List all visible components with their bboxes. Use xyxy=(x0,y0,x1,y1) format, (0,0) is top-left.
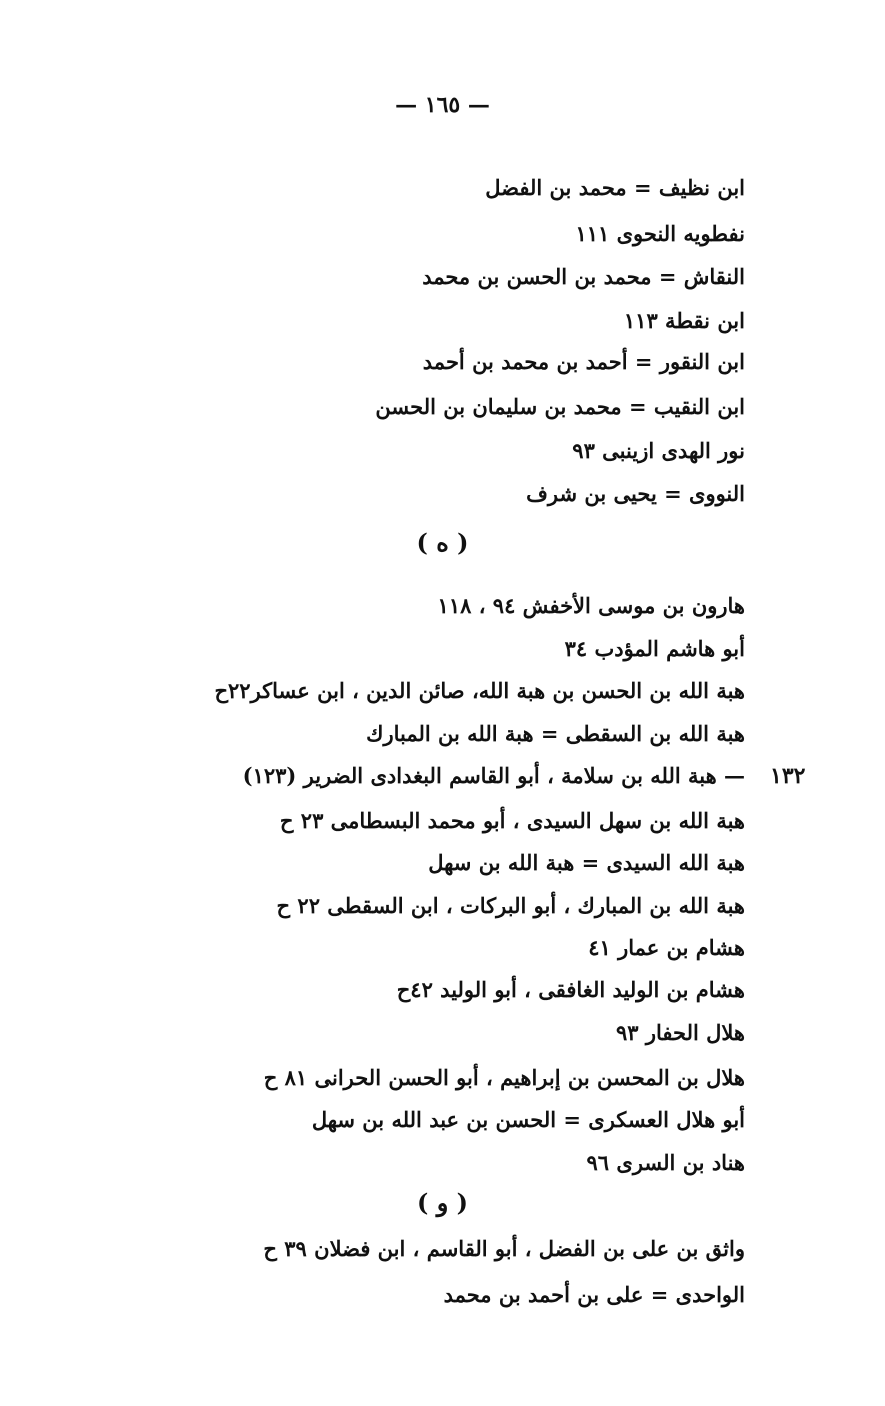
index-entry: الواحدى = على بن أحمد بن محمد xyxy=(443,1282,745,1307)
index-entry: هبة الله السيدى = هبة الله بن سهل xyxy=(428,850,745,875)
index-entry: أبو هاشم المؤدب ٣٤ xyxy=(564,636,745,661)
index-entry: — هبة الله بن سلامة ، أبو القاسم البغدادى الضرير (١٢٣) xyxy=(242,763,745,788)
index-entry: النقاش = محمد بن الحسن بن محمد xyxy=(422,264,745,289)
index-entry: واثق بن على بن الفضل ، أبو القاسم ، ابن فضلان ٣٩ ح xyxy=(263,1236,745,1261)
index-entry: ابن النقيب = محمد بن سليمان بن الحسن xyxy=(375,394,745,419)
index-entry: ابن نقطة ١١٣ xyxy=(623,308,745,333)
index-entry: هلال الحفار ٩٣ xyxy=(616,1020,745,1045)
index-entry: نور الهدى ازينبى ٩٣ xyxy=(572,438,745,463)
index-entry: هبة الله بن سهل السيدى ، أبو محمد البسطامى ٢٣ ح xyxy=(279,808,745,833)
index-entry: هبة الله بن الحسن بن هبة الله، صائن الدين ، ابن عساكر٢٢ح xyxy=(214,678,745,703)
index-entry: هلال بن المحسن بن إبراهيم ، أبو الحسن الحرانى ٨١ ح xyxy=(263,1065,745,1090)
margin-number: ١٣٢ xyxy=(770,763,806,789)
index-entry: هناد بن السرى ٩٦ xyxy=(586,1150,745,1175)
index-entry: ابن نظيف = محمد بن الفضل xyxy=(485,175,745,200)
page-number: — ١٦٥ — xyxy=(395,92,490,118)
index-entry: نفطويه النحوى ١١١ xyxy=(575,221,745,246)
index-entry: هبة الله بن المبارك ، أبو البركات ، ابن السقطى ٢٢ ح xyxy=(276,893,745,918)
index-entry: هشام بن عمار ٤١ xyxy=(588,935,745,960)
section-heading-ha: ( ه ) xyxy=(416,528,469,557)
index-entry: ابن النقور = أحمد بن محمد بن أحمد xyxy=(422,349,745,374)
section-heading-waw: ( و ) xyxy=(416,1188,468,1217)
index-entry: هشام بن الوليد الغافقى ، أبو الوليد ٤٢ح xyxy=(396,977,745,1002)
index-entry: هارون بن موسى الأخفش ٩٤ ، ١١٨ xyxy=(437,593,745,618)
index-entry: هبة الله بن السقطى = هبة الله بن المبارك xyxy=(366,721,745,746)
index-entry: النووى = يحيى بن شرف xyxy=(526,481,745,506)
index-entry: أبو هلال العسكرى = الحسن بن عبد الله بن سهل xyxy=(311,1107,745,1132)
